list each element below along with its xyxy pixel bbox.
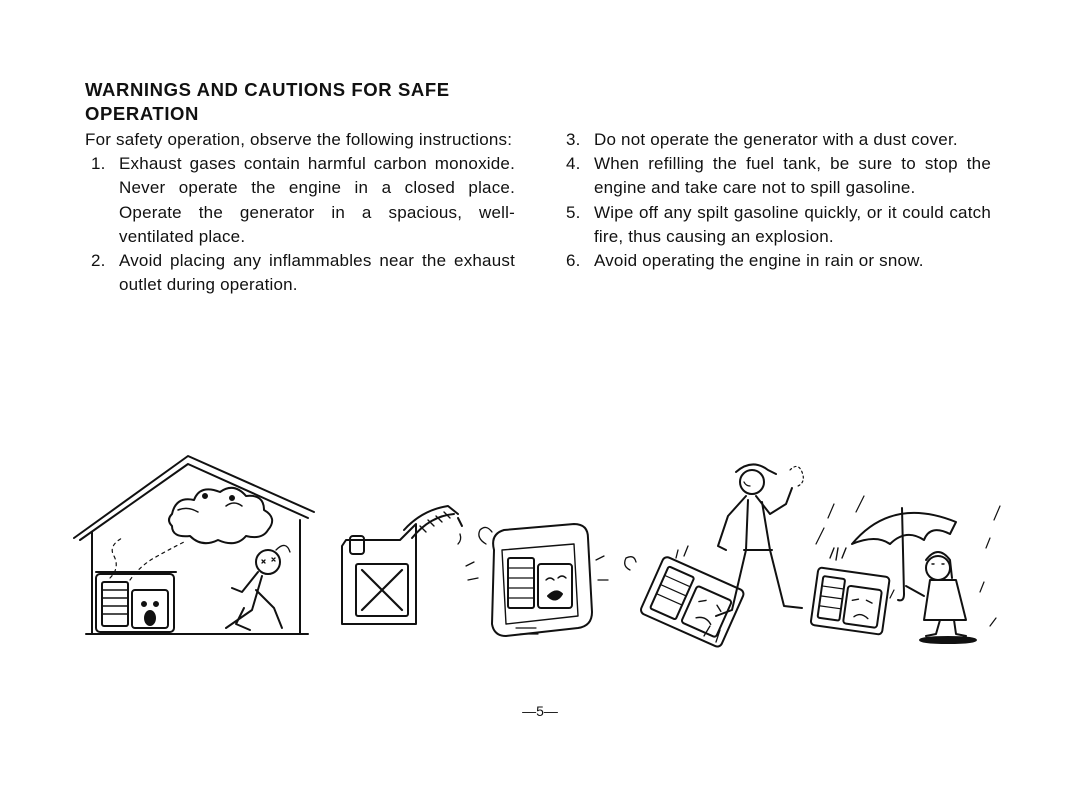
list-item xyxy=(566,249,991,273)
illustration-strip xyxy=(0,440,1080,670)
fainted-person-icon xyxy=(226,545,290,630)
item-number: 6. xyxy=(566,251,581,271)
warning-list-left xyxy=(85,152,515,297)
item-text: Do not operate the generator with a dust cover. xyxy=(594,130,958,149)
right-column xyxy=(566,128,991,273)
item-number: 3. xyxy=(566,130,581,149)
list-item xyxy=(85,249,515,297)
list-item xyxy=(566,128,991,152)
section-title: WARNINGS AND CAUTIONS FOR SAFE OPERATION xyxy=(85,79,450,124)
item-text: Avoid operating the engine in rain or snow. xyxy=(594,251,924,271)
intro-text: For safety operation, observe the following instructions: xyxy=(85,130,513,149)
rain-illustration xyxy=(810,496,1000,643)
item-text: When refilling the fuel tank, be sure to stop the engine and take care not to spill gasoline. xyxy=(594,154,991,198)
item-text: Exhaust gases contain harmful carbon monoxide. Never operate the engine in a closed place. Operate the generator in a spacious, well-ventilated place. xyxy=(119,154,515,246)
warning-list-right xyxy=(566,128,991,273)
item-number: 4. xyxy=(566,154,581,174)
list-item xyxy=(85,152,515,249)
spill-illustration xyxy=(625,464,804,648)
item-number: 2. xyxy=(91,251,106,271)
page-number: —5— xyxy=(522,703,558,719)
item-text: Avoid placing any inflammables near the exhaust outlet during operation. xyxy=(119,251,515,295)
list-item xyxy=(566,152,991,200)
closed-house-illustration xyxy=(74,456,314,634)
item-number: 5. xyxy=(566,202,581,222)
item-text: Wipe off any spilt gasoline quickly, or it could catch fire, thus causing an explosion. xyxy=(594,202,991,246)
list-item xyxy=(566,201,991,249)
item-number: 1. xyxy=(91,154,106,174)
fuel-can-illustration xyxy=(342,506,462,624)
left-column xyxy=(85,128,515,297)
covered-generator-illustration xyxy=(466,524,608,636)
generator-icon xyxy=(96,572,176,632)
